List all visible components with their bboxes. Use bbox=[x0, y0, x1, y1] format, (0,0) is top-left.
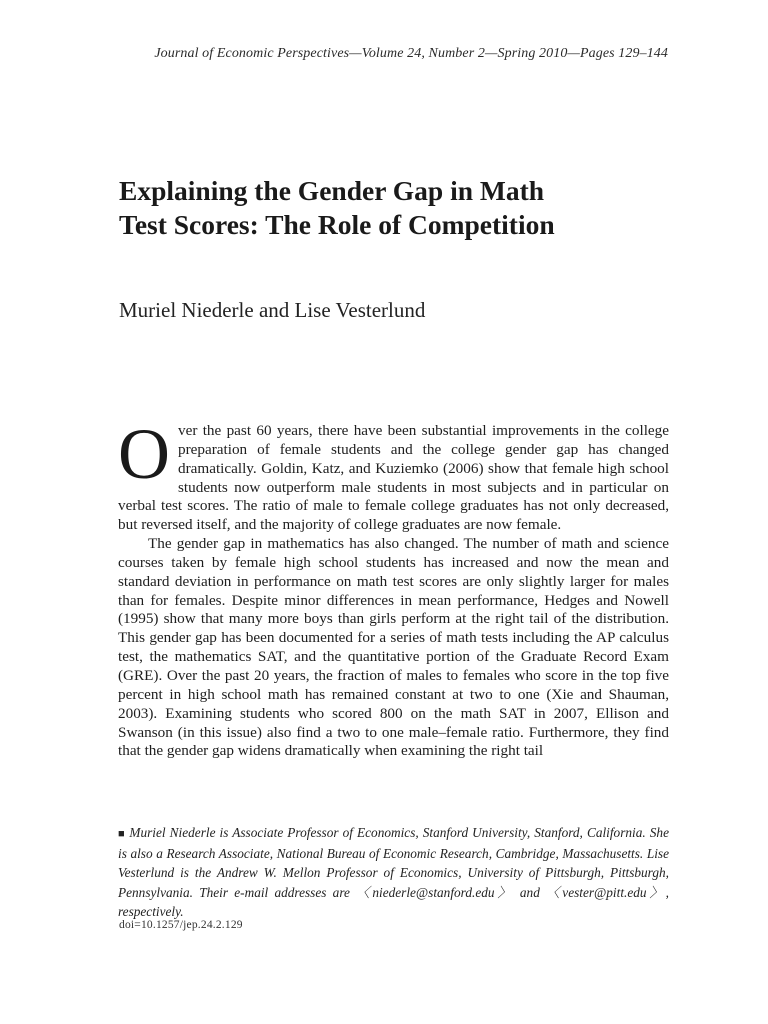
title-line-1: Explaining the Gender Gap in Math bbox=[119, 175, 545, 206]
author-footnote bbox=[118, 823, 669, 921]
paragraph-1-text: ver the past 60 years, there have been substantial improvements in the college preparation of female students and the college gender gap has changed dramatically. Goldin, Katz, and Kuziemko (2006) show that female high school students now outperform male students in most subjects and in particular on verbal test scores. The ratio of male to female college graduates has not only decreased, but reversed itself, and the majority of college graduates are now female. bbox=[118, 422, 669, 534]
article-body bbox=[118, 414, 669, 761]
running-head: Journal of Economic Perspectives—Volume 24, Number 2—Spring 2010—Pages 129–144 bbox=[154, 46, 668, 61]
footnote-text: Muriel Niederle is Associate Professor of Economics, Stanford University, Stanford, California. She is also a Research Associate, National Bureau of Economic Research, Cambridge, Massachusetts. Lise Vesterlund is the Andrew W. Mellon Professor of Economics, University of Pittsburgh, Pittsburgh, Pennsylvania. Their e-mail addresses are 〈niederle@stanford.edu〉 and 〈vester@pitt.edu〉, respectively. bbox=[118, 825, 669, 919]
paragraph-2: The gender gap in mathematics has also changed. The number of math and science courses taken by female high school students has increased and now the mean and standard deviation in performance on math test scores are only slightly larger for males than for females. Despite minor differences in mean performance, Hedges and Nowell (1995) show that many more boys than girls perform at the right tail of the distribution. This gender gap has been documented for a series of math tests including the AP calculus test, the mathematics SAT, and the quantitative portion of the Graduate Record Exam (GRE). Over the past 20 years, the fraction of males to females who score in the top five percent in high school math has remained constant at two to one (Xie and Shauman, 2003). Examining students who scored 800 on the math SAT in 2007, Ellison and Swanson (in this issue) also find a two to one male–female ratio. Furthermore, they find that the gender gap widens dramatically when examining the right tail bbox=[118, 535, 669, 760]
title-line-2: Test Scores: The Role of Competition bbox=[119, 209, 555, 240]
article-authors: Muriel Niederle and Lise Vesterlund bbox=[119, 298, 426, 322]
drop-cap: O bbox=[118, 414, 170, 494]
paragraph-1 bbox=[118, 414, 669, 535]
footnote-marker-icon: ■ bbox=[118, 828, 126, 840]
article-title bbox=[119, 174, 679, 242]
doi-line: doi=10.1257/jep.24.2.129 bbox=[119, 919, 243, 931]
